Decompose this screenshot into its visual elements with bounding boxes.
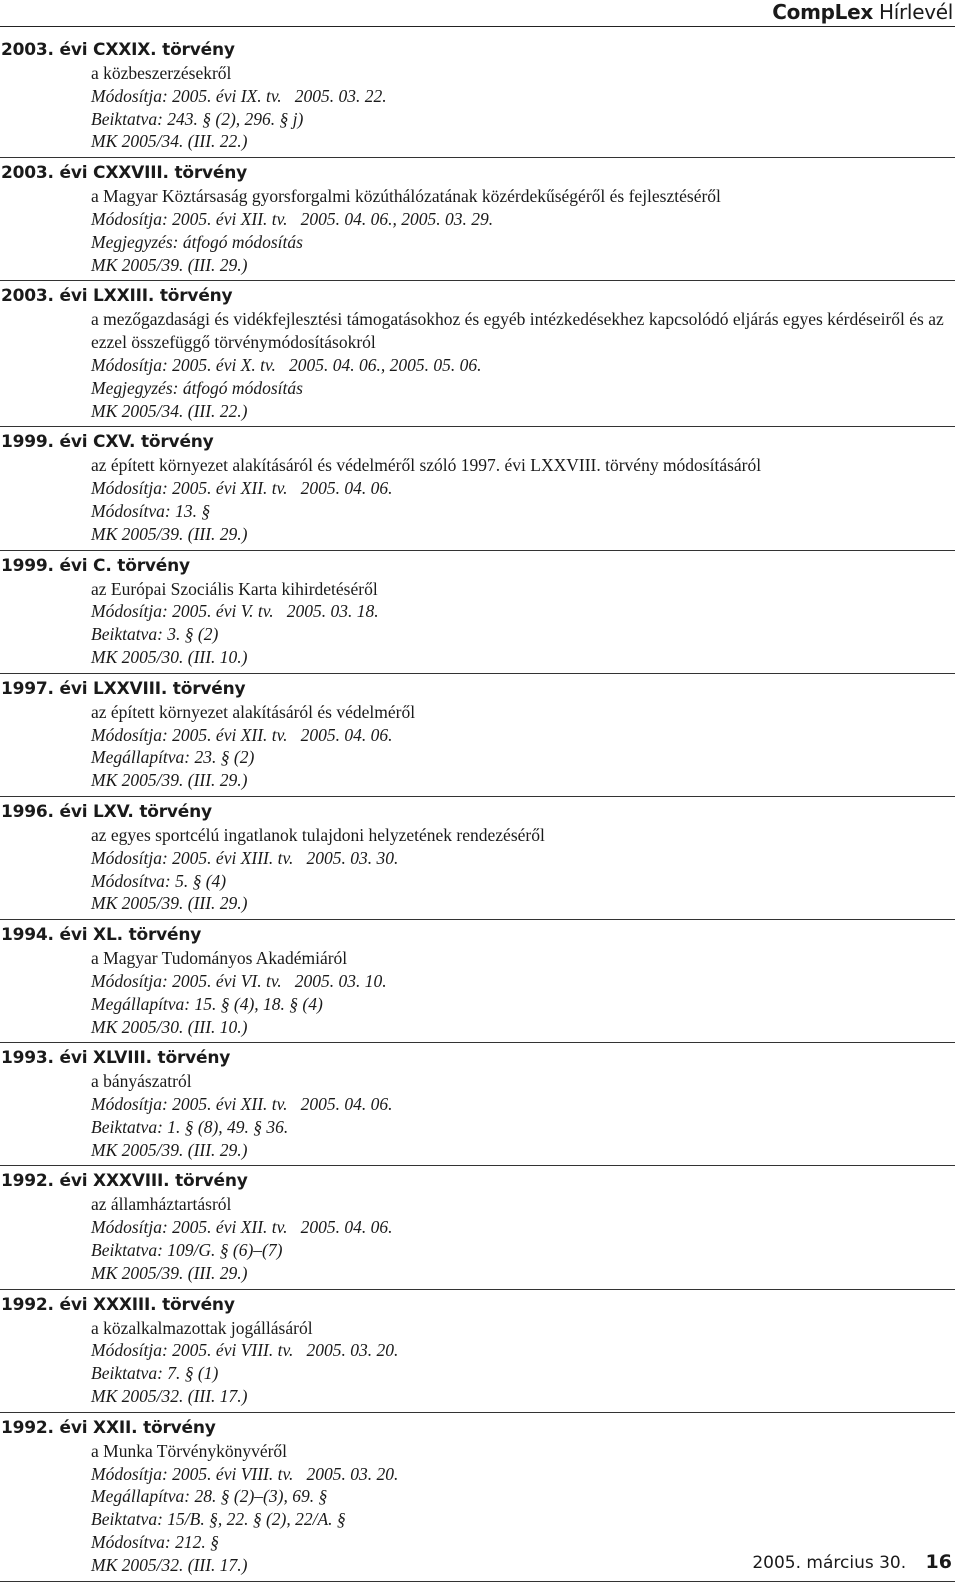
- amendment-detail: Módosítja: 2005. évi XII. tv. 2005. 04. 06.: [91, 1094, 393, 1115]
- amendment-detail: Módosítja: 2005. évi XII. tv. 2005. 04. 06., 2005. 03. 29.: [91, 208, 494, 229]
- page-header: [0, 0, 955, 27]
- issue-date: 2005. március 30.: [752, 1553, 907, 1573]
- amendment-detail: Beiktatva: 109/G. § (6)–(7): [91, 1240, 283, 1261]
- amendment-detail: Beiktatva: 3. § (2): [91, 624, 219, 645]
- publication-title: [772, 0, 953, 24]
- amendment-detail: MK 2005/34. (III. 22.): [91, 400, 248, 421]
- law-title: 1992. évi XXXVIII. törvény: [1, 1171, 248, 1192]
- amendment-detail: MK 2005/30. (III. 10.): [91, 646, 248, 667]
- amendment-detail: MK 2005/30. (III. 10.): [91, 1016, 248, 1037]
- law-title: 1996. évi LXV. törvény: [1, 801, 212, 822]
- amendment-detail: MK 2005/32. (III. 17.): [91, 1554, 248, 1575]
- amendment-detail: Megállapítva: 28. § (2)–(3), 69. §: [91, 1486, 328, 1507]
- law-entry: [0, 284, 955, 427]
- law-title: 1993. évi XLVIII. törvény: [1, 1048, 231, 1069]
- amendment-detail: Módosítja: 2005. évi XII. tv. 2005. 04. 06.: [91, 724, 393, 745]
- amendment-detail: Módosítva: 13. §: [91, 500, 211, 521]
- law-title: 2003. évi CXXVIII. törvény: [1, 163, 248, 184]
- amendment-detail: Beiktatva: 243. § (2), 296. § j): [91, 108, 304, 129]
- amendment-detail: Módosítja: 2005. évi X. tv. 2005. 04. 06., 2005. 05. 06.: [91, 354, 482, 375]
- amendment-detail: Módosítja: 2005. évi VIII. tv. 2005. 03. 20.: [91, 1463, 399, 1484]
- law-subject: az Európai Szociális Karta kihirdetéséről: [91, 578, 378, 599]
- amendment-detail: MK 2005/39. (III. 29.): [91, 893, 248, 914]
- amendment-detail: MK 2005/39. (III. 29.): [91, 1262, 248, 1283]
- amendment-detail: Módosítja: 2005. évi XIII. tv. 2005. 03. 30.: [91, 847, 399, 868]
- law-entry: [0, 923, 955, 1043]
- law-title: 1992. évi XXII. törvény: [1, 1417, 216, 1438]
- amendment-detail: Módosítja: 2005. évi IX. tv. 2005. 03. 22.: [91, 85, 387, 106]
- law-subject: a közbeszerzésekről: [91, 63, 232, 83]
- law-subject: a Munka Törvénykönyvéről: [91, 1440, 288, 1461]
- law-entry: [0, 554, 955, 674]
- amendment-detail: Megállapítva: 15. § (4), 18. § (4): [91, 993, 323, 1014]
- law-entry: [0, 161, 955, 281]
- amendment-detail: Módosítja: 2005. évi VIII. tv. 2005. 03. 20.: [91, 1340, 399, 1361]
- amendment-detail: Megállapítva: 23. § (2): [91, 747, 255, 768]
- amendment-detail: Módosítja: 2005. évi XII. tv. 2005. 04. 06.: [91, 478, 393, 499]
- law-entry: [0, 1169, 955, 1289]
- amendment-detail: MK 2005/34. (III. 22.): [91, 131, 248, 152]
- amendment-detail: MK 2005/39. (III. 29.): [91, 254, 248, 275]
- law-subject: a mezőgazdasági és vidékfejlesztési támogatásokhoz és egyéb intézkedésekhez kapcsolódó eljárás egyes kérdéseiről és az ezzel összefüggő törvénymódosításokról: [91, 309, 944, 353]
- law-subject: a Magyar Tudományos Akadémiáról: [91, 948, 348, 969]
- law-title: 2003. évi CXXIX. törvény: [1, 40, 235, 60]
- law-subject: a bányászatról: [91, 1071, 192, 1092]
- law-entry: [0, 38, 955, 158]
- amendment-detail: MK 2005/39. (III. 29.): [91, 523, 248, 544]
- law-title: 2003. évi LXXIII. törvény: [1, 286, 233, 307]
- law-subject: az épített környezet alakításáról és védelméről szóló 1997. évi LXXVIII. törvény módosításáról: [91, 455, 762, 476]
- brand-name: CompLex: [772, 0, 873, 24]
- law-entry: [0, 800, 955, 920]
- law-title: 1994. évi XL. törvény: [1, 925, 202, 946]
- law-subject: az államháztartásról: [91, 1194, 232, 1215]
- page-footer: [752, 1551, 952, 1573]
- amendment-detail: Megjegyzés: átfogó módosítás: [91, 231, 303, 252]
- law-title: 1999. évi CXV. törvény: [1, 432, 214, 453]
- law-subject: a közalkalmazottak jogállásáról: [91, 1317, 313, 1338]
- law-entry: [0, 677, 955, 797]
- amendment-detail: Módosítva: 5. § (4): [91, 870, 227, 891]
- amendment-detail: MK 2005/32. (III. 17.): [91, 1386, 248, 1407]
- amendment-detail: Módosítja: 2005. évi VI. tv. 2005. 03. 10.: [91, 970, 387, 991]
- law-entry: [0, 1293, 955, 1413]
- law-title: 1999. évi C. törvény: [1, 555, 190, 576]
- amendment-detail: Beiktatva: 7. § (1): [91, 1363, 219, 1384]
- amendment-detail: Beiktatva: 15/B. §, 22. § (2), 22/A. §: [91, 1509, 346, 1530]
- law-title: 1997. évi LXXVIII. törvény: [1, 678, 246, 699]
- law-list: [0, 38, 955, 1585]
- law-subject: az egyes sportcélú ingatlanok tulajdoni helyzetének rendezéséről: [91, 824, 545, 845]
- amendment-detail: MK 2005/39. (III. 29.): [91, 770, 248, 791]
- law-title: 1992. évi XXXIII. törvény: [1, 1294, 235, 1315]
- amendment-detail: Módosítva: 212. §: [91, 1532, 219, 1553]
- law-subject: a Magyar Köztársaság gyorsforgalmi közúthálózatának közérdekűségéről és fejlesztéséről: [91, 186, 721, 207]
- law-entry: [0, 430, 955, 550]
- amendment-detail: Megjegyzés: átfogó módosítás: [91, 377, 303, 398]
- law-subject: az épített környezet alakításáról és védelméről: [91, 701, 416, 722]
- amendment-detail: Módosítja: 2005. évi V. tv. 2005. 03. 18.: [91, 601, 379, 622]
- amendment-detail: Beiktatva: 1. § (8), 49. § 36.: [91, 1116, 289, 1137]
- amendment-detail: Módosítja: 2005. évi XII. tv. 2005. 04. 06.: [91, 1217, 393, 1238]
- page-number: 16: [925, 1551, 952, 1573]
- brand-subtitle: Hírlevél: [879, 0, 953, 24]
- law-entry: [0, 1046, 955, 1166]
- amendment-detail: MK 2005/39. (III. 29.): [91, 1139, 248, 1160]
